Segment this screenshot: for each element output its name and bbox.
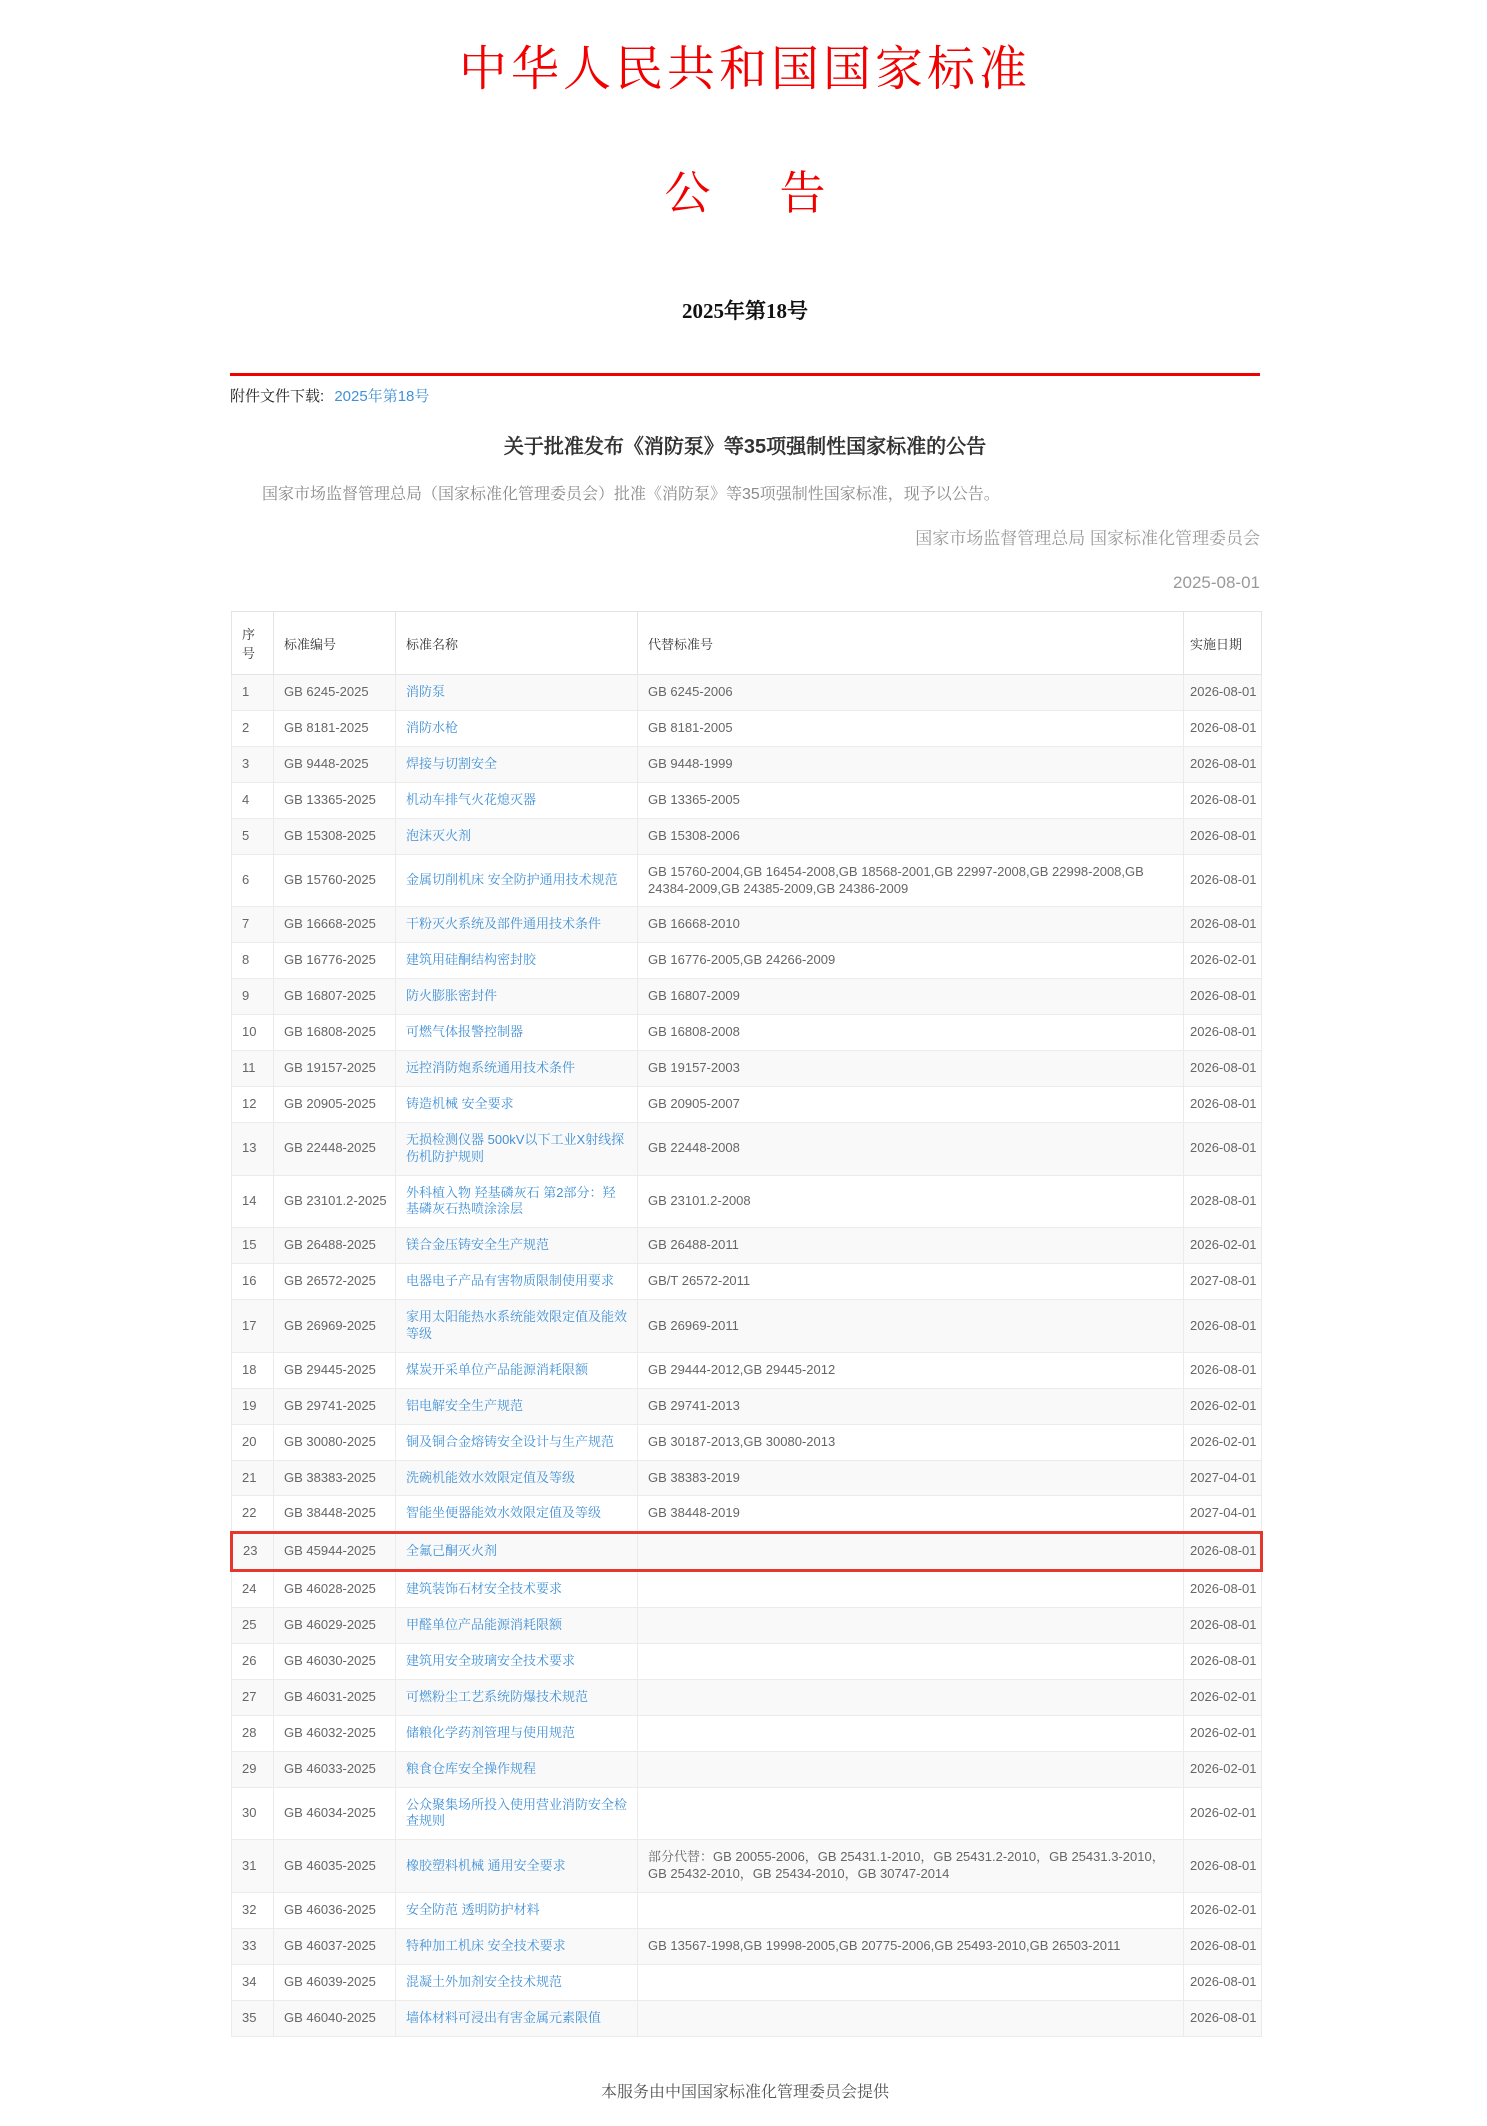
row-number-cell: 15	[232, 1228, 274, 1264]
implementation-date-cell: 2026-02-01	[1184, 1424, 1262, 1460]
standard-code-cell: GB 23101.2-2025	[274, 1175, 396, 1228]
standard-name-link[interactable]: 干粉灭火系统及部件通用技术条件	[406, 916, 602, 932]
table-row	[232, 1388, 1262, 1424]
standard-name-link[interactable]: 储粮化学药剂管理与使用规范	[406, 1724, 576, 1740]
standard-code-cell: GB 19157-2025	[274, 1050, 396, 1086]
row-number-cell: 13	[232, 1122, 274, 1175]
standard-code-cell: GB 46028-2025	[274, 1571, 396, 1608]
row-number-cell: 2	[232, 711, 274, 747]
standard-name-link[interactable]: 防火膨胀密封件	[406, 988, 498, 1004]
row-number-cell: 28	[232, 1715, 274, 1751]
implementation-date-cell: 2026-08-01	[1184, 1300, 1262, 1353]
table-row	[232, 1050, 1262, 1086]
replaced-standards-cell: 部分代替：GB 20055-2006，GB 25431.1-2010，GB 25431.2-2010，GB 25431.3-2010，GB 25432-2010，GB 25434-2010，GB 30747-2014	[638, 1840, 1184, 1893]
standard-name-cell	[396, 782, 638, 818]
row-number-cell: 5	[232, 818, 274, 854]
standard-name-cell	[396, 1751, 638, 1787]
row-number-cell: 16	[232, 1264, 274, 1300]
standard-name-cell	[396, 1608, 638, 1644]
standard-code-cell: GB 13365-2025	[274, 782, 396, 818]
implementation-date-cell: 2026-08-01	[1184, 675, 1262, 711]
table-row	[232, 1840, 1262, 1893]
implementation-date-cell: 2026-08-01	[1184, 854, 1262, 907]
standard-name-link[interactable]: 橡胶塑料机械 通用安全要求	[406, 1857, 566, 1873]
standard-code-cell: GB 46030-2025	[274, 1644, 396, 1680]
implementation-date-cell: 2026-08-01	[1184, 1352, 1262, 1388]
implementation-date-cell: 2026-08-01	[1184, 1608, 1262, 1644]
standard-name-link[interactable]: 墙体材料可浸出有害金属元素限值	[406, 2009, 602, 2025]
replaced-standards-cell: GB 20905-2007	[638, 1086, 1184, 1122]
implementation-date-cell: 2026-08-01	[1184, 1840, 1262, 1893]
replaced-standards-cell: GB 30187-2013,GB 30080-2013	[638, 1424, 1184, 1460]
standard-name-link[interactable]: 家用太阳能热水系统能效限定值及能效等级	[406, 1309, 628, 1341]
standard-name-cell	[396, 1964, 638, 2000]
standard-name-link[interactable]: 煤炭开采单位产品能源消耗限额	[406, 1361, 589, 1377]
row-number-cell: 18	[232, 1352, 274, 1388]
table-row	[232, 979, 1262, 1015]
standard-name-cell	[396, 1929, 638, 1965]
replaced-standards-cell: GB 19157-2003	[638, 1050, 1184, 1086]
row-number-cell: 27	[232, 1679, 274, 1715]
row-number-cell: 29	[232, 1751, 274, 1787]
content-column	[230, 0, 1260, 2126]
implementation-date-cell: 2026-02-01	[1184, 1228, 1262, 1264]
row-number-cell: 11	[232, 1050, 274, 1086]
standard-name-cell	[396, 1086, 638, 1122]
standard-name-link[interactable]: 洗碗机能效水效限定值及等级	[406, 1469, 576, 1485]
table-header-row	[232, 612, 1262, 675]
implementation-date-cell: 2026-08-01	[1184, 782, 1262, 818]
implementation-date-cell: 2026-08-01	[1184, 1086, 1262, 1122]
standard-code-cell: GB 46037-2025	[274, 1929, 396, 1965]
standard-code-cell: GB 46031-2025	[274, 1679, 396, 1715]
standard-name-link[interactable]: 机动车排气火花熄灭器	[406, 791, 537, 807]
standard-code-cell: GB 15760-2025	[274, 854, 396, 907]
standard-name-link[interactable]: 电器电子产品有害物质限制使用要求	[406, 1273, 615, 1289]
implementation-date-cell: 2028-08-01	[1184, 1175, 1262, 1228]
standards-table-body	[232, 675, 1262, 2037]
standard-code-cell: GB 46036-2025	[274, 1893, 396, 1929]
standard-name-link[interactable]: 镁合金压铸安全生产规范	[406, 1237, 550, 1253]
replaced-standards-cell: GB 16776-2005,GB 24266-2009	[638, 943, 1184, 979]
implementation-date-cell: 2026-08-01	[1184, 979, 1262, 1015]
standard-code-cell: GB 26969-2025	[274, 1300, 396, 1353]
standard-code-cell: GB 16668-2025	[274, 907, 396, 943]
replaced-standards-cell	[638, 1893, 1184, 1929]
table-row	[232, 1571, 1262, 1608]
replaced-standards-cell: GB 16807-2009	[638, 979, 1184, 1015]
standard-name-cell	[396, 746, 638, 782]
table-row	[232, 1787, 1262, 1840]
table-row	[232, 1608, 1262, 1644]
standard-name-link[interactable]: 可燃粉尘工艺系统防爆技术规范	[406, 1688, 589, 1704]
standard-name-cell	[396, 1424, 638, 1460]
table-row	[232, 1496, 1262, 1533]
table-row	[232, 1679, 1262, 1715]
replaced-standards-cell: GB 6245-2006	[638, 675, 1184, 711]
standard-code-cell: GB 16807-2025	[274, 979, 396, 1015]
implementation-date-cell: 2026-08-01	[1184, 711, 1262, 747]
standard-name-link[interactable]: 建筑用硅酮结构密封胶	[406, 952, 537, 968]
table-row	[232, 1929, 1262, 1965]
header-replaced-standards: 代替标准号	[638, 612, 1184, 675]
implementation-date-cell: 2026-08-01	[1184, 2000, 1262, 2036]
replaced-standards-cell: GB 22448-2008	[638, 1122, 1184, 1175]
standard-name-link[interactable]: 全氟己酮灭火剂	[406, 1543, 498, 1559]
replaced-standards-cell: GB/T 26572-2011	[638, 1264, 1184, 1300]
standard-name-cell	[396, 907, 638, 943]
standard-name-link[interactable]: 焊接与切割安全	[406, 755, 498, 771]
row-number-cell: 8	[232, 943, 274, 979]
standard-code-cell: GB 6245-2025	[274, 675, 396, 711]
row-number-cell: 25	[232, 1608, 274, 1644]
replaced-standards-cell: GB 26969-2011	[638, 1300, 1184, 1353]
implementation-date-cell: 2026-08-01	[1184, 818, 1262, 854]
table-row	[232, 907, 1262, 943]
implementation-date-cell: 2026-08-01	[1184, 1644, 1262, 1680]
replaced-standards-cell: GB 9448-1999	[638, 746, 1184, 782]
table-row	[232, 1086, 1262, 1122]
standard-code-cell: GB 26572-2025	[274, 1264, 396, 1300]
standard-name-cell	[396, 675, 638, 711]
row-number-cell: 31	[232, 1840, 274, 1893]
publication-date: 2025-08-01	[1173, 573, 1260, 593]
table-row	[232, 1228, 1262, 1264]
implementation-date-cell: 2026-02-01	[1184, 943, 1262, 979]
standard-name-cell	[396, 818, 638, 854]
page-title: 中华人民共和国国家标准	[458, 43, 1031, 96]
replaced-standards-cell: GB 13365-2005	[638, 782, 1184, 818]
standard-name-link[interactable]: 泡沫灭火剂	[406, 827, 472, 843]
standard-name-link[interactable]: 公众聚集场所投入使用营业消防安全检查规则	[406, 1796, 628, 1829]
table-row-highlighted	[232, 1533, 1262, 1571]
row-number-cell: 21	[232, 1460, 274, 1496]
implementation-date-cell: 2026-08-01	[1184, 907, 1262, 943]
table-row	[232, 711, 1262, 747]
table-row	[232, 746, 1262, 782]
replaced-standards-cell	[638, 1751, 1184, 1787]
row-number-cell: 9	[232, 979, 274, 1015]
header-standard-name: 标准名称	[396, 612, 638, 675]
implementation-date-cell: 2026-08-01	[1184, 1015, 1262, 1051]
standard-code-cell: GB 20905-2025	[274, 1086, 396, 1122]
implementation-date-cell: 2026-08-01	[1184, 746, 1262, 782]
table-row	[232, 2000, 1262, 2036]
replaced-standards-cell	[638, 1679, 1184, 1715]
standard-code-cell: GB 30080-2025	[274, 1424, 396, 1460]
standard-code-cell: GB 38383-2025	[274, 1460, 396, 1496]
header-standard-code: 标准编号	[274, 612, 396, 675]
row-number-cell: 6	[232, 854, 274, 907]
table-row	[232, 675, 1262, 711]
standard-name-cell	[396, 1496, 638, 1533]
issue-number: 2025年第18号	[682, 299, 808, 323]
standard-name-link[interactable]: 安全防范 透明防护材料	[406, 1902, 540, 1918]
standard-name-cell	[396, 1122, 638, 1175]
header-seq-no: 序号	[232, 612, 274, 675]
table-row	[232, 1460, 1262, 1496]
table-row	[232, 1424, 1262, 1460]
standard-code-cell: GB 45944-2025	[274, 1533, 396, 1571]
implementation-date-cell: 2026-02-01	[1184, 1787, 1262, 1840]
row-number-cell: 32	[232, 1893, 274, 1929]
table-row	[232, 854, 1262, 907]
standard-name-link[interactable]: 可燃气体报警控制器	[406, 1024, 524, 1040]
implementation-date-cell: 2027-08-01	[1184, 1264, 1262, 1300]
red-divider	[230, 373, 1260, 376]
standard-name-cell	[396, 1352, 638, 1388]
standard-code-cell: GB 16808-2025	[274, 1015, 396, 1051]
standard-name-cell	[396, 1571, 638, 1608]
implementation-date-cell: 2026-02-01	[1184, 1751, 1262, 1787]
issuing-authorities: 国家市场监督管理总局 国家标准化管理委员会	[915, 529, 1260, 549]
implementation-date-cell: 2027-04-01	[1184, 1496, 1262, 1533]
standard-name-cell	[396, 1175, 638, 1228]
standard-name-link[interactable]: 无损检测仪器 500kV以下工业X射线探伤机防护规则	[406, 1131, 625, 1164]
standard-code-cell: GB 16776-2025	[274, 943, 396, 979]
row-number-cell: 4	[232, 782, 274, 818]
attachment-download-row	[230, 385, 1260, 406]
implementation-date-cell: 2026-02-01	[1184, 1715, 1262, 1751]
row-number-cell: 22	[232, 1496, 274, 1533]
table-row	[232, 1264, 1262, 1300]
standard-code-cell: GB 9448-2025	[274, 746, 396, 782]
table-row	[232, 818, 1262, 854]
standard-code-cell: GB 46035-2025	[274, 1840, 396, 1893]
standard-name-link[interactable]: 铝电解安全生产规范	[406, 1397, 524, 1413]
replaced-standards-cell: GB 16808-2008	[638, 1015, 1184, 1051]
implementation-date-cell: 2026-08-01	[1184, 1964, 1262, 2000]
replaced-standards-cell	[638, 1644, 1184, 1680]
replaced-standards-cell	[638, 1608, 1184, 1644]
replaced-standards-cell: GB 16668-2010	[638, 907, 1184, 943]
row-number-cell: 30	[232, 1787, 274, 1840]
table-row	[232, 1751, 1262, 1787]
standard-name-cell	[396, 1300, 638, 1353]
standard-code-cell: GB 46039-2025	[274, 1964, 396, 2000]
row-number-cell: 35	[232, 2000, 274, 2036]
standard-name-cell	[396, 979, 638, 1015]
standard-name-link[interactable]: 建筑装饰石材安全技术要求	[406, 1581, 563, 1597]
standard-name-link[interactable]: 远控消防炮系统通用技术条件	[406, 1059, 576, 1075]
replaced-standards-cell	[638, 2000, 1184, 2036]
standard-name-link[interactable]: 甲醛单位产品能源消耗限额	[406, 1617, 563, 1633]
table-row	[232, 1715, 1262, 1751]
row-number-cell: 7	[232, 907, 274, 943]
replaced-standards-cell: GB 13567-1998,GB 19998-2005,GB 20775-2006,GB 25493-2010,GB 26503-2011	[638, 1929, 1184, 1965]
standard-name-cell	[396, 711, 638, 747]
standard-code-cell: GB 8181-2025	[274, 711, 396, 747]
attachment-link[interactable]: 2025年第18号	[334, 388, 430, 405]
replaced-standards-cell: GB 38448-2019	[638, 1496, 1184, 1533]
standard-name-cell	[396, 1787, 638, 1840]
standard-name-link[interactable]: 外科植入物 羟基磷灰石 第2部分：羟基磷灰石热喷涂涂层	[406, 1184, 616, 1217]
standard-name-cell	[396, 1715, 638, 1751]
attachment-label: 附件文件下载:	[230, 388, 325, 405]
standard-name-cell	[396, 2000, 638, 2036]
replaced-standards-cell: GB 29741-2013	[638, 1388, 1184, 1424]
standard-name-cell	[396, 1228, 638, 1264]
replaced-standards-cell: GB 15760-2004,GB 16454-2008,GB 18568-2001,GB 22997-2008,GB 22998-2008,GB 24384-2009,GB 24385-2009,GB 24386-2009	[638, 854, 1184, 907]
row-number-cell: 23	[232, 1533, 274, 1571]
row-number-cell: 33	[232, 1929, 274, 1965]
standard-name-cell	[396, 1533, 638, 1571]
replaced-standards-cell: GB 15308-2006	[638, 818, 1184, 854]
row-number-cell: 10	[232, 1015, 274, 1051]
standard-name-cell	[396, 1679, 638, 1715]
replaced-standards-cell: GB 23101.2-2008	[638, 1175, 1184, 1228]
standard-name-cell	[396, 943, 638, 979]
replaced-standards-cell	[638, 1571, 1184, 1608]
standard-name-link[interactable]: 智能坐便器能效水效限定值及等级	[406, 1505, 602, 1521]
replaced-standards-cell	[638, 1964, 1184, 2000]
standard-name-link[interactable]: 金属切削机床 安全防护通用技术规范	[406, 872, 618, 888]
row-number-cell: 19	[232, 1388, 274, 1424]
row-number-cell: 14	[232, 1175, 274, 1228]
implementation-date-cell: 2027-04-01	[1184, 1460, 1262, 1496]
row-number-cell: 12	[232, 1086, 274, 1122]
standard-name-cell	[396, 1050, 638, 1086]
standard-code-cell: GB 29445-2025	[274, 1352, 396, 1388]
table-row	[232, 1175, 1262, 1228]
replaced-standards-cell: GB 38383-2019	[638, 1460, 1184, 1496]
standard-code-cell: GB 26488-2025	[274, 1228, 396, 1264]
standard-name-link[interactable]: 铜及铜合金熔铸安全设计与生产规范	[406, 1433, 615, 1449]
standard-name-cell	[396, 854, 638, 907]
standard-code-cell: GB 46040-2025	[274, 2000, 396, 2036]
row-number-cell: 26	[232, 1644, 274, 1680]
table-row	[232, 943, 1262, 979]
replaced-standards-cell	[638, 1715, 1184, 1751]
row-number-cell: 24	[232, 1571, 274, 1608]
standard-name-cell	[396, 1388, 638, 1424]
standard-code-cell: GB 38448-2025	[274, 1496, 396, 1533]
standard-name-cell	[396, 1840, 638, 1893]
notice-body: 国家市场监督管理总局（国家标准化管理委员会）批准《消防泵》等35项强制性国家标准，现予以公告。	[262, 486, 1000, 503]
implementation-date-cell: 2026-08-01	[1184, 1533, 1262, 1571]
standard-name-link[interactable]: 混凝土外加剂安全技术规范	[406, 1973, 563, 1989]
implementation-date-cell: 2026-08-01	[1184, 1929, 1262, 1965]
notice-title: 关于批准发布《消防泵》等35项强制性国家标准的公告	[503, 436, 987, 458]
row-number-cell: 17	[232, 1300, 274, 1353]
standard-name-cell	[396, 1644, 638, 1680]
footer-note: 本服务由中国国家标准化管理委员会提供	[600, 2083, 889, 2101]
standard-name-link[interactable]: 消防水枪	[406, 720, 459, 736]
replaced-standards-cell: GB 29444-2012,GB 29445-2012	[638, 1352, 1184, 1388]
row-number-cell: 20	[232, 1424, 274, 1460]
standard-code-cell: GB 46032-2025	[274, 1715, 396, 1751]
standard-name-link[interactable]: 铸造机械 安全要求	[406, 1095, 514, 1111]
standards-table	[230, 611, 1263, 2037]
replaced-standards-cell: GB 8181-2005	[638, 711, 1184, 747]
standard-code-cell: GB 29741-2025	[274, 1388, 396, 1424]
implementation-date-cell: 2026-08-01	[1184, 1050, 1262, 1086]
standard-name-cell	[396, 1015, 638, 1051]
standard-code-cell: GB 46034-2025	[274, 1787, 396, 1840]
standard-code-cell: GB 46029-2025	[274, 1608, 396, 1644]
standard-name-link[interactable]: 建筑用安全玻璃安全技术要求	[406, 1653, 576, 1669]
table-row	[232, 1964, 1262, 2000]
replaced-standards-cell: GB 26488-2011	[638, 1228, 1184, 1264]
row-number-cell: 3	[232, 746, 274, 782]
table-row	[232, 1352, 1262, 1388]
implementation-date-cell: 2026-02-01	[1184, 1388, 1262, 1424]
standard-name-link[interactable]: 特种加工机床 安全技术要求	[406, 1938, 566, 1954]
table-row	[232, 1122, 1262, 1175]
standard-name-cell	[396, 1893, 638, 1929]
table-row	[232, 1015, 1262, 1051]
standard-name-cell	[396, 1460, 638, 1496]
implementation-date-cell: 2026-02-01	[1184, 1679, 1262, 1715]
row-number-cell: 1	[232, 675, 274, 711]
row-number-cell: 34	[232, 1964, 274, 2000]
replaced-standards-cell	[638, 1533, 1184, 1571]
implementation-date-cell: 2026-08-01	[1184, 1571, 1262, 1608]
implementation-date-cell: 2026-08-01	[1184, 1122, 1262, 1175]
header-implementation-date: 实施日期	[1184, 612, 1262, 675]
replaced-standards-cell	[638, 1787, 1184, 1840]
standard-name-link[interactable]: 消防泵	[406, 684, 446, 700]
table-row	[232, 782, 1262, 818]
table-row	[232, 1893, 1262, 1929]
page-subtitle: 公 告	[664, 168, 826, 219]
standard-name-link[interactable]: 粮食仓库安全操作规程	[406, 1760, 537, 1776]
standard-code-cell: GB 22448-2025	[274, 1122, 396, 1175]
implementation-date-cell: 2026-02-01	[1184, 1893, 1262, 1929]
standard-code-cell: GB 46033-2025	[274, 1751, 396, 1787]
standard-name-cell	[396, 1264, 638, 1300]
table-row	[232, 1644, 1262, 1680]
table-row	[232, 1300, 1262, 1353]
standard-code-cell: GB 15308-2025	[274, 818, 396, 854]
